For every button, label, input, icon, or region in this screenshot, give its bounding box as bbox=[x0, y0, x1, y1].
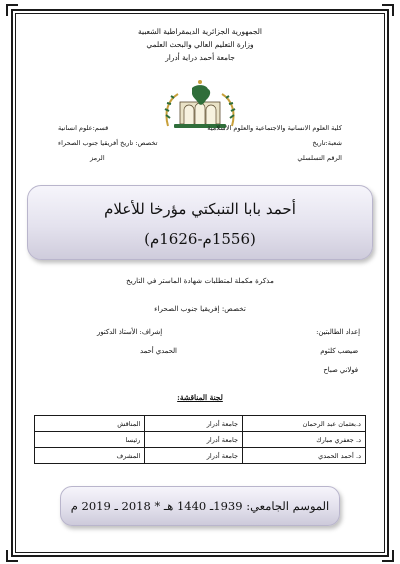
member-role: المشرف bbox=[35, 448, 145, 464]
member-role: المناقش bbox=[35, 416, 145, 432]
thesis-title: أحمد بابا التنبكتي مؤرخا للأعلام bbox=[104, 200, 296, 218]
border-corner bbox=[6, 550, 18, 562]
department-name: قسم:علوم انسانية bbox=[58, 124, 109, 132]
member-university: جامعة أدرار bbox=[145, 448, 243, 464]
thesis-dates: (1556م-1626م) bbox=[144, 230, 256, 248]
title-box bbox=[27, 185, 373, 260]
committee-title: لجنة المناقشة: bbox=[177, 393, 223, 402]
students-label: إعداد الطالبتين: bbox=[316, 328, 360, 336]
border-corner bbox=[382, 550, 394, 562]
academic-season-box bbox=[60, 486, 340, 526]
border-corner bbox=[6, 4, 18, 16]
border-corner bbox=[382, 4, 394, 16]
faculty-name: كلية العلوم الانسانية والاجتماعية والعلوم الاسلامية bbox=[207, 124, 342, 132]
table-row bbox=[35, 432, 366, 448]
specialization-line: تخصص: إفريقيا جنوب الصحراء bbox=[154, 304, 246, 313]
member-name: د. جعفري مبارك bbox=[243, 432, 366, 448]
member-university: جامعة أدرار bbox=[145, 432, 243, 448]
specialization-label: تخصص: تاريخ أفريقيا جنوب الصحراء bbox=[58, 139, 158, 147]
member-role: رئيسا bbox=[35, 432, 145, 448]
branch-name: شعبة:تاريخ bbox=[312, 139, 342, 147]
ministry-name: وزارة التعليم العالي والبحث العلمي bbox=[146, 40, 254, 49]
member-university: جامعة أدرار bbox=[145, 416, 243, 432]
academic-season: الموسم الجامعي: 1939ـ 1440 هـ * 2018 ـ 2019 م bbox=[70, 499, 330, 513]
memo-statement: مذكرة مكملة لمتطلبات شهادة الماستر في التاريخ bbox=[126, 276, 274, 285]
code-label: الرمز bbox=[90, 154, 105, 162]
republic-name: الجمهورية الجزائرية الديمقراطية الشعبية bbox=[138, 27, 262, 36]
university-name: جامعة أحمد دراية أدرار bbox=[165, 53, 235, 62]
university-emblem-icon bbox=[150, 78, 250, 130]
table-row bbox=[35, 448, 366, 464]
supervisor-label: إشراف: الأستاذ الدكتور bbox=[97, 328, 163, 336]
serial-number-label: الرقم التسلسلي bbox=[297, 154, 342, 162]
table-row bbox=[35, 416, 366, 432]
student-name: فولاني صباح bbox=[323, 366, 358, 374]
supervisor-name: الحمدي أحمد bbox=[140, 347, 177, 355]
committee-table bbox=[34, 415, 366, 464]
member-name: د.بعثمان عبد الرحمان bbox=[243, 416, 366, 432]
student-name: ضيضب كلثوم bbox=[320, 347, 358, 355]
member-name: د. أحمد الحمدي bbox=[243, 448, 366, 464]
